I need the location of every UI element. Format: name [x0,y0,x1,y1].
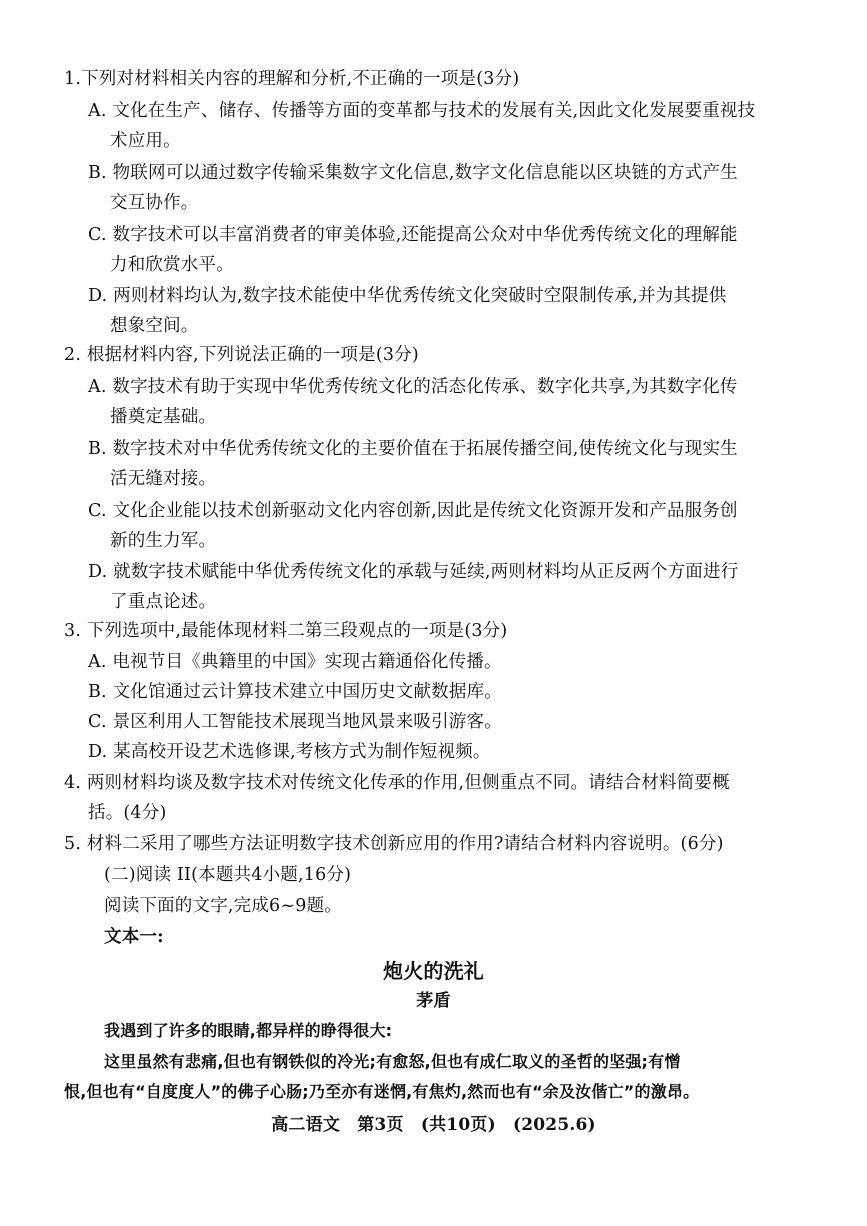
q3-option-c: C. 景区利用人工智能技术展现当地风景来吸引游客。 [88,712,502,732]
text-label: 文本一: [104,927,164,947]
q1-option-b-cont: 交互协作。 [110,193,199,213]
q1-option-a-cont: 术应用。 [110,131,181,151]
q4-stem: 4. 两则材料均谈及数字技术对传统文化传承的作用,但侧重点不同。请结合材料简要概 [64,773,730,793]
article-paragraph-2: 这里虽然有悲痛,但也有钢铁似的冷光;有愈怒,但也有成仁取义的圣哲的坚强;有憎 [104,1052,681,1071]
q2-option-d: D. 就数字技术赋能中华优秀传统文化的承载与延续,两则材料均从正反两个方面进行 [88,562,739,582]
q4-stem-cont: 括。(4分) [88,803,167,823]
q2-option-b-cont: 活无缝对接。 [110,469,217,489]
article-paragraph-1: 我遇到了许多的眼睛,都异样的睁得很大: [104,1021,393,1040]
article-paragraph-2-cont: 恨,但也有“自度度人”的佛子心肠;乃至亦有迷惘,有焦灼,然而也有“余及汝偕亡”的激昂。 [64,1082,700,1101]
q1-option-d-cont: 想象空间。 [110,316,199,336]
q2-stem: 2. 根据材料内容,下列说法正确的一项是(3分) [64,345,419,365]
q3-option-a: A. 电视节目《典籍里的中国》实现古籍通俗化传播。 [88,652,502,672]
q1-option-c-cont: 力和欣赏水平。 [110,255,234,275]
section-instruction: 阅读下面的文字,完成6~9题。 [104,896,342,916]
article-author: 茅盾 [416,991,451,1011]
q2-option-c-cont: 新的生力军。 [110,531,217,551]
q2-option-d-cont: 了重点论述。 [110,592,217,612]
q2-option-a-cont: 播奠定基础。 [110,407,217,427]
section-heading: (二)阅读 II(本题共4小题,16分) [104,865,352,885]
q1-stem: 1.下列对材料相关内容的理解和分析,不正确的一项是(3分) [64,69,520,89]
q2-option-b: B. 数字技术对中华优秀传统文化的主要价值在于拓展传播空间,使传统文化与现实生 [88,439,738,459]
q1-option-c: C. 数字技术可以丰富消费者的审美体验,还能提高公众对中华优秀传统文化的理解能 [88,225,738,245]
q2-option-a: A. 数字技术有助于实现中华优秀传统文化的活态化传承、数字化共享,为其数字化传 [88,377,738,397]
q1-option-a: A. 文化在生产、储存、传播等方面的变革都与技术的发展有关,因此文化发展要重视技 [88,101,756,121]
page-footer: 高二语文 第3页 (共10页) (2025.6) [271,1115,596,1135]
q2-option-c: C. 文化企业能以技术创新驱动文化内容创新,因此是传统文化资源开发和产品服务创 [88,501,738,521]
q3-option-d: D. 某高校开设艺术选修课,考核方式为制作短视频。 [88,742,491,762]
q1-option-b: B. 物联网可以通过数字传输采集数字文化信息,数字文化信息能以区块链的方式产生 [88,163,738,183]
article-title: 炮火的洗礼 [383,959,484,983]
q1-option-d: D. 两则材料均认为,数字技术能使中华优秀传统文化突破时空限制传承,并为其提供 [88,286,727,306]
q3-option-b: B. 文化馆通过云计算技术建立中国历史文献数据库。 [88,682,502,702]
q3-stem: 3. 下列选项中,最能体现材料二第三段观点的一项是(3分) [64,621,508,641]
q5-stem: 5. 材料二采用了哪些方法证明数字技术创新应用的作用?请结合材料内容说明。(6分) [64,834,724,854]
